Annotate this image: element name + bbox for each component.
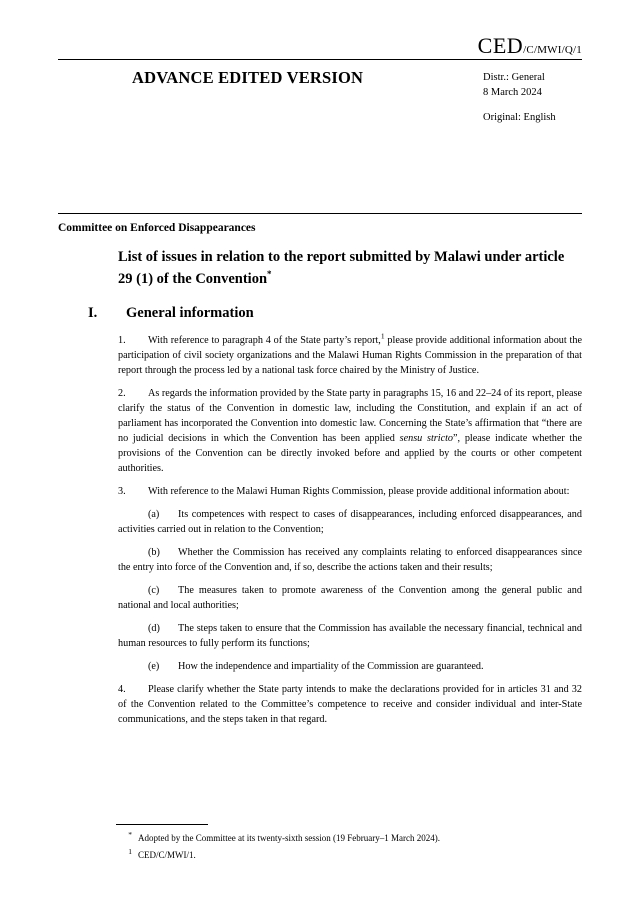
subparagraph-b [118,546,582,576]
original-language: Original: English [483,112,556,123]
subparagraph-e [118,660,582,675]
footnote-text-star: Adopted by the Committee at its twenty-sixth session (19 February–1 March 2024). [138,833,440,844]
document-date: 8 March 2024 [483,87,542,99]
paragraph-4-number: 4. [118,683,126,695]
subparagraph-d [118,622,582,652]
subparagraph-a-label: (a) [148,508,160,520]
distribution-label: Distr.: General [483,72,545,83]
paragraph-1-number: 1. [118,335,126,346]
subparagraph-c-text: The measures taken to promote awareness of the Convention among the general public and national and local authorities; [118,584,582,611]
paragraph-1 [118,331,582,379]
subparagraph-d-label: (d) [148,622,160,634]
document-body [118,331,582,736]
document-symbol [478,33,582,59]
paragraph-3-number: 3. [118,485,126,497]
subparagraph-d-text: The steps taken to ensure that the Commission has available the necessary financial, technical and human resources to fully perform its functions; [118,622,582,649]
footnote-item [116,829,524,846]
paragraph-1-text-a: With reference to paragraph 4 of the State party’s report, [148,335,381,346]
subparagraph-c [118,584,582,614]
paragraph-4-text: Please clarify whether the State party intends to make the declarations provided for in articles 31 and 32 of the Convention related to the Committee’s competence to receive and consider individual and inter-State communications, and the steps taken in that regard. [118,683,582,725]
paragraph-1-text-b: please provide additional information about the participation of civil society organizations and the Malawi Human Rights Commission in the preparation of that report through the process led by a national task force chaired by the Ministry of Justice. [118,335,582,376]
footnote-divider [116,824,208,825]
paragraph-3 [118,485,582,500]
footnote-mark-star: * [128,830,132,840]
subparagraph-e-text: How the independence and impartiality of the Commission are guaranteed. [178,660,484,672]
paragraph-2-number: 2. [118,387,126,399]
subparagraph-b-text: Whether the Commission has received any complaints relating to enforced disappearances since the entry into force of the Convention and, if so, describe the actions taken and their results; [118,546,582,573]
subparagraph-c-label: (c) [148,584,160,596]
section-number: I. [88,305,98,321]
section-heading [88,305,582,322]
section-title: General information [126,305,254,321]
footnote-item [116,846,524,863]
subparagraph-e-label: (e) [148,660,160,672]
subparagraph-b-label: (b) [148,546,160,558]
page-title-text: List of issues in relation to the report submitted by Malawi under article 29 (1) of the Convention [118,249,565,287]
footnotes [116,829,524,863]
document-symbol-suffix: /C/MWI/Q/1 [523,44,582,56]
paragraph-4 [118,683,582,728]
footnote-ref-1: 1 [380,331,385,341]
page-content [58,0,582,905]
subparagraph-a [118,508,582,538]
committee-name: Committee on Enforced Disappearances [58,222,256,234]
footnote-text-1: CED/C/MWI/1. [138,850,196,861]
paragraph-2-text: As regards the information provided by the State party in paragraphs 15, 16 and 22–24 of its report, please clarify the status of the Convention in domestic law, including the Constitution, and explain if an act of parliament has incorporated the Convention into domestic law. Concerning the State’s affirmation that “there are no judicial decisions in which the Convention has been applied sensu stricto”, please indicate whether the provisions of the Convention can be directly invoked before and applied by the courts or other competent authorities. [118,387,582,474]
advance-edited-banner: ADVANCE EDITED VERSION [132,68,364,87]
paragraph-2 [118,387,582,477]
paragraph-3-text: With reference to the Malawi Human Rights Commission, please provide additional information about: [148,485,570,497]
title-footnote-marker: * [267,268,272,279]
header-divider-middle [58,213,582,214]
header-divider-top [58,59,582,60]
subparagraph-a-text: Its competences with respect to cases of disappearances, including enforced disappearances, and activities carried out in relation to the Convention; [118,508,582,535]
footnote-mark-1: 1 [128,847,132,857]
document-symbol-prefix: CED [477,33,524,58]
distribution-block [483,70,545,100]
page-title [118,248,582,289]
